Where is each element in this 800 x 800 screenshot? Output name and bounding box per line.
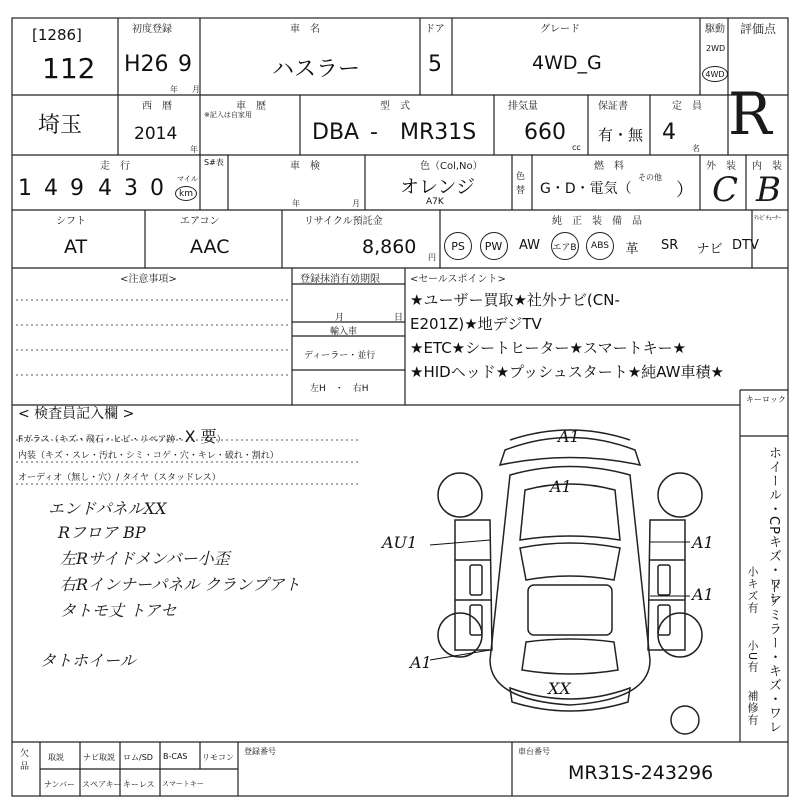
mileage-digit-2: 4 — [44, 176, 58, 201]
registration-era: H26 — [124, 52, 169, 77]
km-unit-circled: km — [175, 186, 197, 201]
drive-2wd: 2WD — [706, 44, 726, 53]
chassis-number-label: 車台番号 — [518, 747, 550, 756]
door-mirror-label: ドアミラー・キズ・ワレ — [766, 580, 781, 734]
drive-4wd-circled: 4WD — [702, 66, 728, 82]
door-label: ドア — [425, 24, 445, 35]
inspector-note: Rフロア BP — [58, 523, 146, 542]
evaluation-score: R — [728, 80, 772, 148]
warranty-value: 有・無 — [598, 126, 644, 144]
car-name: ハスラー — [272, 57, 361, 82]
lot-code: [1286] — [32, 26, 82, 44]
color-label: 色（Col,No） — [420, 161, 483, 172]
damage-mark: A1 — [692, 585, 714, 604]
sales-point-lines — [410, 288, 724, 384]
damage-mark: A1 — [410, 653, 432, 672]
missing-item: B-CAS — [163, 752, 188, 761]
expiry-month-suffix: 月 — [335, 313, 345, 323]
displacement-label: 排気量 — [508, 101, 538, 112]
mileage-digit-6: 0 — [150, 176, 164, 201]
front-glass-mark: X 要 — [184, 427, 217, 446]
first-registration-label: 初度登録 — [132, 24, 172, 35]
front-glass-close: ） — [216, 435, 226, 445]
inspection-month-suffix: 月 — [352, 199, 360, 208]
fuel-options: G・D・電気（ — [540, 181, 632, 197]
western-year: 2014 — [134, 124, 178, 144]
model-prefix: DBA — [312, 120, 360, 145]
western-year-label: 西 暦 — [142, 101, 172, 112]
wheel-cp-label: ホイール・CPキズ・ワレ — [766, 446, 781, 605]
equipment-6: SR — [661, 238, 679, 253]
equipment-0: PS — [444, 232, 472, 260]
mileage-digit-5: 3 — [124, 176, 138, 201]
keylock-label: キーロック — [746, 395, 786, 404]
fuel-close: ） — [676, 180, 694, 201]
car-damage-diagram — [382, 420, 740, 740]
s-label: S#表 — [204, 158, 224, 167]
equipment-3: エアB — [551, 232, 579, 260]
mileage-digit-1: 1 — [18, 176, 32, 201]
yen-unit: 円 — [428, 253, 436, 262]
warranty-label: 保証書 — [598, 101, 628, 112]
expiry-day-suffix: 日 — [394, 313, 404, 323]
color-code: A7K — [426, 197, 444, 207]
history-label: 車 歴 — [236, 101, 266, 112]
sales-point-label: <セールスポイント> — [410, 274, 506, 285]
missing-item: スマートキー — [162, 780, 204, 788]
mile-unit: マイル — [177, 175, 198, 183]
missing-item: リモコン — [202, 753, 234, 762]
damage-mark: A1 — [692, 533, 714, 552]
year-suffix-2: 年 — [190, 145, 198, 154]
missing-item: ナンバー — [44, 780, 76, 789]
deregistration-expiry-label: 登録抹消有効期限 — [300, 274, 380, 285]
color: オレンジ — [400, 176, 476, 198]
handle-position: 左H ・ 右H — [310, 384, 369, 394]
car-name-label: 車 名 — [290, 24, 320, 35]
model-dash: - — [370, 120, 378, 145]
door-count: 5 — [428, 52, 442, 77]
tv-tuner-label: ﾃﾚﾋﾞﾁｭｰﾅｰ — [754, 215, 782, 222]
missing-items-label: 欠品 — [20, 749, 30, 772]
chassis-number: MR31S-243296 — [568, 762, 714, 784]
grade-value: 4WD_G — [532, 52, 602, 74]
inspector-note: 右Rインナーパネル クランプアト — [60, 575, 301, 594]
damage-mark: A1 — [550, 477, 572, 496]
inspection-year-suffix: 年 — [292, 199, 300, 208]
registration-number-label: 登録番号 — [244, 747, 276, 756]
audio-tire-line: オーディオ（無し・穴）/ タイヤ（スタッドレス） — [18, 473, 221, 483]
mileage-digit-4: 4 — [98, 176, 112, 201]
missing-item: 取説 — [48, 753, 64, 762]
sales-line: ★ETC★シートヒーター★スマートキー★ — [410, 339, 687, 357]
grade-label: グレード — [540, 24, 580, 35]
prefecture: 埼玉 — [38, 113, 83, 138]
fuel-other-label: その他 — [638, 173, 662, 182]
capacity-label: 定 員 — [672, 101, 702, 112]
caution-label: <注意事項> — [120, 274, 177, 285]
color-change-label: 色替 — [516, 172, 526, 196]
recycle-label: リサイクル預託金 — [304, 216, 383, 227]
equipment-label: 純 正 装 備 品 — [552, 216, 642, 227]
sales-line: E201Z)★地デジTV — [410, 315, 542, 333]
equipment-8: DTV — [732, 238, 759, 253]
front-glass-text: Fガラス（キズ・飛石・ヒビ・リペア跡・ — [18, 435, 185, 445]
capacity: 4 — [662, 120, 676, 145]
inspector-note: タトホイール — [40, 651, 136, 670]
equipment-7: ナビ — [696, 242, 723, 257]
month-suffix: 月 — [192, 85, 200, 94]
aircon-label: エアコン — [180, 216, 220, 227]
interior-label: 内 装 — [752, 161, 782, 172]
registration-month: 9 — [178, 52, 192, 77]
repaired-note: 補修有 — [746, 690, 759, 726]
recycle-fee: 8,860 — [362, 236, 417, 258]
exterior-label: 外 装 — [706, 161, 736, 172]
inspector-note: 左Rサイドメンバー小歪 — [60, 549, 230, 568]
damage-mark: XX — [548, 679, 571, 698]
small-dent-note: 小U有 — [746, 640, 759, 674]
shift-label: シフト — [56, 216, 86, 227]
import-label: 輸入車 — [330, 327, 358, 337]
missing-item: スペアキー — [82, 780, 122, 789]
evaluation-label: 評価点 — [740, 22, 777, 36]
interior-grade: B — [756, 170, 781, 210]
inspector-section-title: < 検査員記入欄 > — [18, 406, 135, 422]
history-note: ※記入は自家用 — [204, 111, 252, 119]
exterior-grade: C — [712, 170, 739, 210]
missing-item: キーレス — [123, 780, 155, 789]
dealer-parallel: ディーラー・並行 — [304, 351, 376, 361]
fuel-label: 燃 料 — [594, 161, 624, 172]
lot-number: 112 — [42, 52, 96, 85]
displacement: 660 — [524, 120, 566, 145]
front-glass-line — [18, 424, 226, 447]
missing-item: ナビ取説 — [83, 753, 115, 762]
damage-mark: AU1 — [382, 533, 418, 552]
equipment-5: 革 — [625, 242, 639, 257]
capacity-unit: 名 — [692, 144, 700, 153]
equipment-4: ABS — [586, 232, 614, 260]
sales-line: ★ユーザー買取★社外ナビ(CN- — [410, 291, 620, 309]
missing-item: ロム/SD — [123, 753, 153, 762]
inspector-note: タトモ丈 トアセ — [60, 601, 177, 620]
cc-unit: cc — [572, 143, 581, 152]
year-suffix: 年 — [170, 85, 178, 94]
aircon-value: AAC — [190, 236, 230, 258]
shift-value: AT — [64, 236, 88, 258]
inspection-label: 車 検 — [290, 161, 320, 172]
damage-mark: A1 — [558, 427, 580, 446]
equipment-1: PW — [480, 232, 508, 260]
model-label: 型 式 — [380, 101, 410, 112]
inspector-note: エンドパネルXX — [48, 499, 167, 518]
small-scratch-note: 小キズ有 — [746, 566, 759, 614]
model-code: MR31S — [400, 120, 477, 145]
mileage-digit-3: 9 — [70, 176, 84, 201]
interior-condition-line: 内装（キズ・スレ・汚れ・シミ・コゲ・穴・キレ・破れ・割れ） — [18, 451, 279, 461]
mileage-label: 走 行 — [100, 161, 130, 172]
drive-label: 駆動 — [705, 24, 725, 35]
sales-line: ★HIDヘッド★プッシュスタート★純AW車積★ — [410, 363, 724, 381]
equipment-2: AW — [519, 238, 541, 253]
